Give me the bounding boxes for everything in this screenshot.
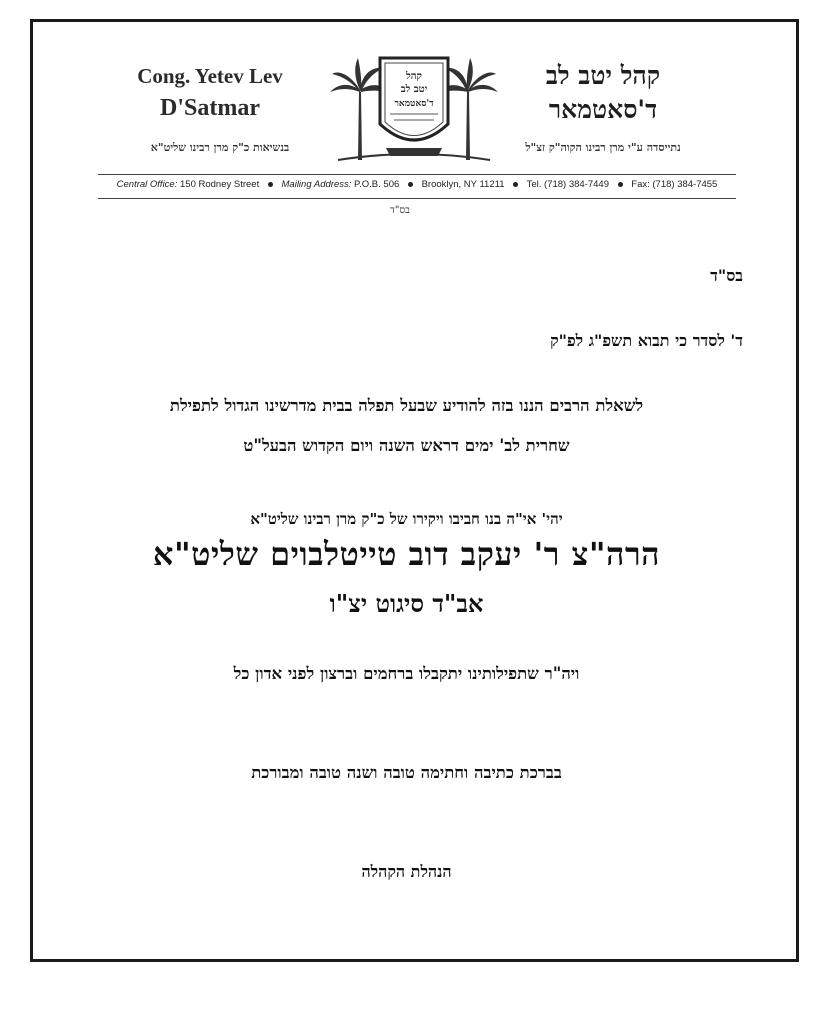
hebrew-name-line1: קהל יטב לב [545, 61, 661, 90]
emblem-text-1: קהל [406, 71, 422, 82]
bsd-heading: בס"ד [710, 266, 743, 285]
contact-line [98, 179, 736, 190]
po-box: P.O.B. 506 [354, 179, 400, 190]
paragraph-1: לשאלת הרבים הננו בזה להודיע שבעל תפלה בבית מדרשינו הגדול לתפילת [169, 396, 644, 415]
rabbi-name: הרה"צ ר' יעקב דוב טייטלבוים שליט"א [152, 535, 661, 573]
bullet-icon [513, 182, 518, 187]
paragraph-4: ויה"ר שתפילותינו יתקבלו ברחמים וברצון לפני אדון כל [233, 664, 580, 683]
divider-bottom [98, 198, 736, 199]
city: Brooklyn, NY 11211 [421, 179, 505, 190]
bullet-icon [268, 182, 273, 187]
english-name-line1: Cong. Yetev Lev [137, 64, 283, 88]
rabbi-title: אב"ד סיגוט יצ"ו [329, 589, 484, 618]
paragraph-2: שחרית לב' ימים דראש השנה ויום הקדוש הבעל"ט [243, 436, 570, 455]
mailing-address-label: Mailing Address: [281, 179, 352, 190]
english-name-line2: D'Satmar [160, 95, 260, 121]
header-bsd: בס"ד [390, 205, 410, 216]
central-office-value: 150 Rodney Street [180, 179, 260, 190]
blessing: בברכת כתיבה וחתימה טובה ושנה טובה ומבורכת [251, 763, 562, 782]
central-office-label: Central Office: [116, 179, 178, 190]
bullet-icon [408, 182, 413, 187]
hebrew-name-line2: ד'סאטמאר [548, 95, 658, 124]
subtitle-left: בנשיאות כ"ק מרן רבינו שליט"א [150, 141, 290, 154]
emblem-text-3: ד'סאטמאר [394, 99, 434, 109]
emblem-text-2: יטב לב [400, 84, 428, 95]
letter-date: ד' לסדר כי תבוא תשפ"ג לפ"ק [550, 331, 743, 350]
fax: Fax: (718) 384-7455 [631, 179, 718, 190]
paragraph-3: יהי' אי"ה בנו חביבו ויקירו של כ"ק מרן רבינו שליט"א [250, 510, 563, 528]
bullet-icon [618, 182, 623, 187]
palm-tree-seal-icon [328, 52, 500, 164]
signature: הנהלת הקהלה [361, 862, 452, 881]
divider-top [98, 174, 736, 175]
telephone: Tel. (718) 384-7449 [526, 179, 609, 190]
subtitle-right: נתייסדה ע"י מרן רבינו הקוה"ק זצ"ל [525, 141, 681, 154]
